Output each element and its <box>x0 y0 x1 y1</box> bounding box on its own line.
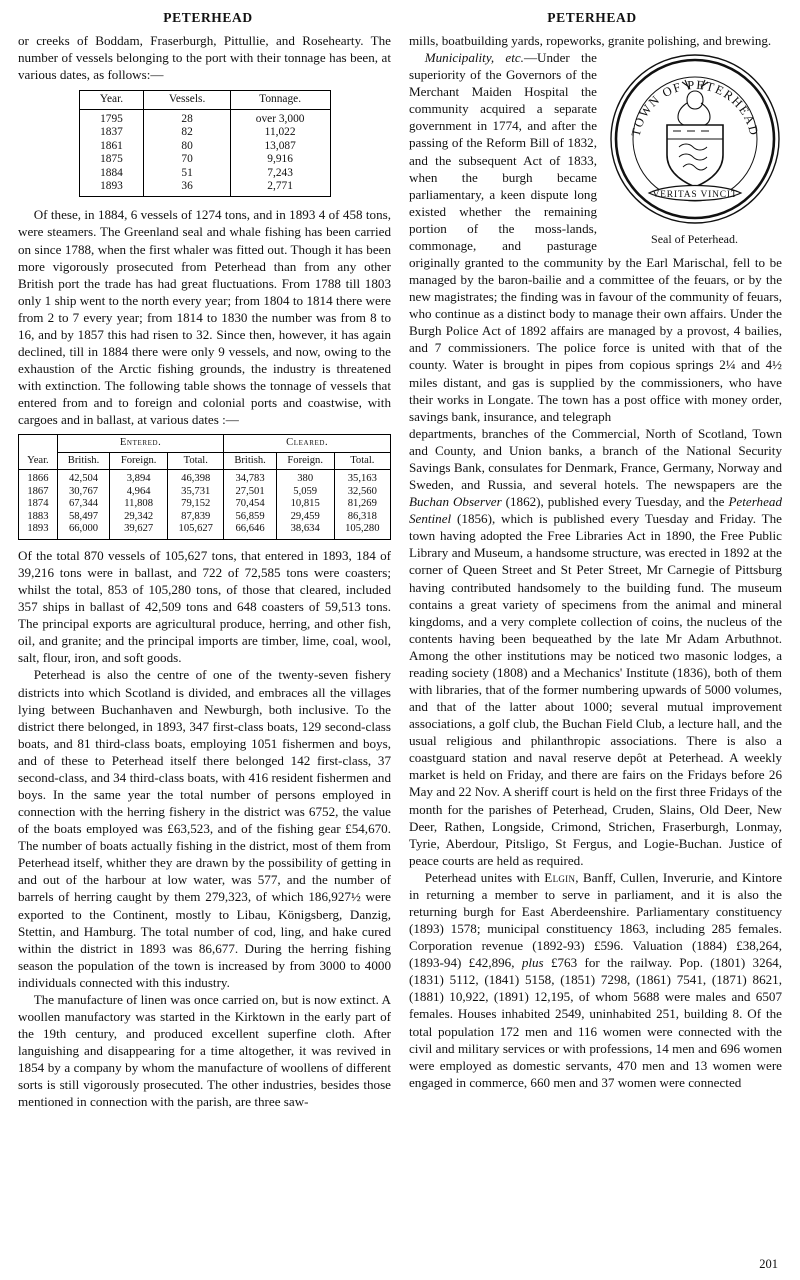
cell-year: 1893 <box>79 180 144 197</box>
cell-cleared-total: 105,280 <box>334 523 390 539</box>
table-row <box>19 470 391 486</box>
cell-cleared-foreign: 38,634 <box>276 523 334 539</box>
table-row <box>79 153 330 166</box>
municipality-heading: Municipality, etc. <box>424 50 524 66</box>
entered-cleared-table <box>18 434 391 540</box>
right-para-departments <box>409 425 782 869</box>
two-column-body <box>18 32 782 1111</box>
table-row <box>79 167 330 180</box>
departments-text-3: (1856), which is published every Tuesday and Friday. The town having adopted the Free Libraries Act in 1890, the Free Public Library and Museum, a handsome structure, was erected in 1892 at the corner of Queen Street and St Peter Street, Mr Carnegie of Pittsburg having contributed handsomely to the building fund. The museum contains a great variety of specimens from the animal and mineral kingdoms, and a very complete collection of coins, the nucleus of the contents having been bequeathed by the late Mr Adam Arbuthnot. Among the other institutions may be noticed two masonic lodges, a reading society (1808) and a Mechanics' Institute (1836), both of them with libraries, that of the former numbering upwards of 5000 volumes, and that of the latter about 1000; several mutual improvement associations, a golf club, the Buchan Field Club, a lecture hall, and the usual religious and philanthropic associations. There is also a coastguard station and naval reserve depôt at Peterhead. A weekly market is held on Friday, and there are fairs on the Fridays before 26 May and 22 Nov. A sheriff court is held on the first three Fridays of the month for the parishes of Peterhead, Cruden, Slains, Old Deer, New Deer, Rathen, Longside, Crimond, Strichen, Fraserburgh, Lonmay, Tyrie, Aberdour, Pitsligo, St Fergus, and Logie-Buchan. Justice of peace courts are held as required. <box>409 511 782 868</box>
table-row <box>19 511 391 524</box>
cell-entered-british: 30,767 <box>57 486 109 499</box>
cell-entered-foreign: 11,808 <box>110 498 168 511</box>
cell-year: 1866 <box>19 470 58 486</box>
newspaper-buchan-observer: Buchan Observer <box>409 494 502 510</box>
cell-entered-british: 67,344 <box>57 498 109 511</box>
table-row <box>19 498 391 511</box>
seal-figure <box>607 53 782 248</box>
tonnage-table <box>79 90 331 197</box>
running-heads <box>18 10 782 26</box>
col-header-vessels: Vessels. <box>144 91 230 109</box>
right-column <box>409 32 782 1091</box>
left-column <box>18 32 391 1111</box>
cell-year: 1884 <box>79 167 144 180</box>
departments-text-2: (1862), published every Tuesday, and the <box>501 494 729 510</box>
parliament-text-b: , Banff, Cullen, Inverurie, and Kintore in returning a member to serve in parliament, and it is also the returning burgh for East Aberdeenshire. Parliamentary constituency (1893) 1578; municipal constituency 1863, including 285 females. Corporation revenue (1892-93) £596. Valuation (1884) £38,264, (1893-94) £42,896, <box>409 869 783 971</box>
cell-cleared-british: 34,783 <box>224 470 276 486</box>
col-header-entered-british: British. <box>57 452 109 470</box>
cell-cleared-british: 70,454 <box>224 498 276 511</box>
cell-year: 1874 <box>19 498 58 511</box>
col-header-entered-total: Total. <box>168 452 224 470</box>
cell-cleared-foreign: 380 <box>276 470 334 486</box>
table-header-row <box>79 91 330 109</box>
svg-text:TOWN OF PETERHEAD: TOWN OF PETERHEAD <box>628 77 761 138</box>
col-header-year: Year. <box>79 91 144 109</box>
group-header-entered: Entered. <box>57 435 224 453</box>
plus-italic: plus <box>521 955 544 971</box>
cell-cleared-foreign: 5,059 <box>276 486 334 499</box>
cell-vessels: 51 <box>144 167 230 180</box>
cell-entered-total: 105,627 <box>168 523 224 539</box>
cell-year: 1867 <box>19 486 58 499</box>
col-header-cleared-total: Total. <box>334 452 390 470</box>
col-header-entered-foreign: Foreign. <box>110 452 168 470</box>
cell-entered-total: 35,731 <box>168 486 224 499</box>
cell-vessels: 82 <box>144 126 230 139</box>
cell-cleared-foreign: 10,815 <box>276 498 334 511</box>
cell-tonnage: 7,243 <box>230 167 330 180</box>
cell-entered-total: 87,839 <box>168 511 224 524</box>
cell-tonnage: over 3,000 <box>230 109 330 126</box>
cell-year: 1875 <box>79 153 144 166</box>
place-elgin: Elgin <box>544 869 576 885</box>
col-header-tonnage: Tonnage. <box>230 91 330 109</box>
cell-tonnage: 2,771 <box>230 180 330 197</box>
newspaper-peterhead-sentinel: Peterhead Sentinel <box>409 494 783 527</box>
cell-tonnage: 11,022 <box>230 126 330 139</box>
table-row <box>19 486 391 499</box>
cell-year: 1837 <box>79 126 144 139</box>
cell-cleared-british: 27,501 <box>224 486 276 499</box>
group-header-cleared: Cleared. <box>224 435 391 453</box>
cell-entered-total: 46,398 <box>168 470 224 486</box>
col-header-cleared-foreign: Foreign. <box>276 452 334 470</box>
cell-year: 1883 <box>19 511 58 524</box>
seal-caption: Seal of Peterhead. <box>651 232 738 247</box>
cell-cleared-total: 81,269 <box>334 498 390 511</box>
svg-text:VERITAS VINCIT: VERITAS VINCIT <box>652 190 737 201</box>
cell-cleared-british: 66,646 <box>224 523 276 539</box>
departments-text: departments, branches of the Commercial, North of Scotland, Town and County, and Union banks, a branch of the National Security Savings Bank, consulates for Denmark, France, Germany, Norway and Sweden, and Russia, and several hotels. The newspapers are the <box>409 425 782 493</box>
parliament-text-c: £763 for the railway. Pop. (1801) 3264, (1831) 5112, (1841) 5158, (1851) 7298, (1861) 7541, (1871) 8621, (1881) 10,922, (1891) 12,195, of whom 5688 were males and 6507 females. Houses inhabited 2549, uninhabited 251, building 8. Of the total population 172 men and 116 women were connected with the civil and military services or with professions, 14 men and 696 women were employed as domestic servants, 470 men and 13 women were engaged in commerce, 660 men and 37 women were connected <box>409 955 782 1090</box>
cell-year: 1893 <box>19 523 58 539</box>
right-para-parliament <box>409 869 782 1091</box>
municipality-text: —Under the superiority of the Governors of the Merchant Maiden Hospital the community acquired a separate government in 1774, and after the passing of the Reform Bill of 1832, and the subsequent Act of 1833, when the burgh became parliamentary, a keen dispute long existed whether the remaining portion of the moss-lands, commonage, and pasturage originally granted to the community by the Earl Marischal, fell to be managed by the baron-bailie and a committee of the feuars, or by the new magistrates; the finding was in favour of the community of feuars, who continue as a distinct body to manage their own affairs. Under the Burgh Police Act of 1892 affairs are managed by a provost, 4 bailies, and 7 commissioners. The police force is united with that of the county. Water is brought in pipes from copious springs 2¼ and 4½ miles distant, and gas is supplied by the commissioners, who have their works in Longate. The town has a post office with money order, savings bank, insurance, and telegraph <box>409 50 782 424</box>
left-para-4: Peterhead is also the centre of one of the twenty-seven fishery districts into which Scotland is divided, and embraces all the villages lying between Buchanhaven and Newburgh, both inclusive. To the district there belonged, in 1893, 347 first-class boats, 129 second-class boats, and 81 third-class boats, employing 1051 fishermen and boys, and of these to Peterhead itself there belonged 142 first-class, 37 second-class, and 34 third-class boats, with 416 resident fishermen and boys. In the same year the total number of persons employed in connection with the herring fishery in the district was 6752, the value of the boats employed was £63,523, and of the fishing gear £54,670. The number of boats actually fishing in the district, most of them from Peterhead itself, whither they are drawn by the possibility of getting in and out of the harbour at low water, was 577, and the number of barrels of herring caught by them 279,323, of which 186,927½ were exported to the Continent, mostly to Libau, Königsberg, Danzig, Stettin, and Hamburg. The total number of cod, ling, and hake cured within the district in 1893 was 86,677. During the herring fishing season the population of the town is increased by from 3000 to 4000 individuals connected with this industry. <box>18 667 391 990</box>
running-head-right: PETERHEAD <box>547 10 637 25</box>
left-para-1: or creeks of Boddam, Fraserburgh, Pittullie, and Rosehearty. The number of vessels belonging to the port with their tonnage has been, at various dates, as follows:— <box>18 33 391 83</box>
cell-cleared-foreign: 29,459 <box>276 511 334 524</box>
running-head-left: PETERHEAD <box>163 10 253 25</box>
table-row <box>79 140 330 153</box>
right-para-1: mills, boatbuilding yards, ropeworks, granite polishing, and brewing. <box>409 33 772 48</box>
page-number: 201 <box>759 1257 778 1271</box>
cell-entered-foreign: 29,342 <box>110 511 168 524</box>
cell-cleared-total: 32,560 <box>334 486 390 499</box>
left-para-3: Of the total 870 vessels of 105,627 tons, that entered in 1893, 184 of 39,216 tons were in ballast, and 722 of 72,585 tons were coasters; whilst the total, 853 of 105,280 tons, of those that cleared, included 357 ships in ballast of 42,509 tons and 648 coasters of 59,513 tons. The principal exports are agricultural produce, herring, and other fish, oil, and granite; and the principal imports are timber, lime, coal, wool, salt, flour, iron, and soft goods. <box>18 547 391 666</box>
cell-entered-british: 42,504 <box>57 470 109 486</box>
left-para-5: The manufacture of linen was once carried on, but is now extinct. A woollen manufactory was started in the Kirktown in the early part of the 19th century, and produced excellent superfine cloth. After languishing and disappearing for a time altogether, it was revived in 1854 by a company by whom the manufacture of woollens of different sorts is still vigorously prosecuted. The other industries, besides those mentioned in connection with the parish, are three saw- <box>18 991 391 1110</box>
table-row <box>79 109 330 126</box>
cell-entered-foreign: 4,964 <box>110 486 168 499</box>
cell-entered-foreign: 3,894 <box>110 470 168 486</box>
cell-tonnage: 13,087 <box>230 140 330 153</box>
col-header-year: Year. <box>19 452 58 470</box>
table-header-row <box>19 452 391 470</box>
cell-tonnage: 9,916 <box>230 153 330 166</box>
cell-entered-total: 79,152 <box>168 498 224 511</box>
col-header-cleared-british: British. <box>224 452 276 470</box>
left-para-2: Of these, in 1884, 6 vessels of 1274 tons, and in 1893 4 of 458 tons, were steamers. The Greenland seal and whale fishing has been carried on since 1788, when the first whaler was fitted out. Though it has been more vigorously prosecuted from Peterhead than from any other British port the trade has had great fluctuations. From 1788 till 1803 only 1 ship went to the north every year; from 1804 to 1814 there were from 2 to 7 every year; from 1814 to 1830 the number was from 8 to 16, and by 1857 this had risen to 32. Since then, however, it has again declined, till in 1884 there were only 9 vessels, and now, owing to the exhaustion of the Arctic fishing grounds, the industry is threatened with extinction. The following table shows the tonnage of vessels that entered from and to foreign and colonial ports and coastwise, with cargoes and in ballast, at various dates :— <box>18 207 391 428</box>
table-group-header-row <box>19 435 391 453</box>
cell-cleared-british: 56,859 <box>224 511 276 524</box>
table-row <box>19 523 391 539</box>
seal-of-peterhead-icon <box>609 53 781 225</box>
cell-vessels: 80 <box>144 140 230 153</box>
cell-cleared-total: 86,318 <box>334 511 390 524</box>
cell-cleared-total: 35,163 <box>334 470 390 486</box>
cell-entered-british: 58,497 <box>57 511 109 524</box>
cell-entered-british: 66,000 <box>57 523 109 539</box>
table-row <box>79 180 330 197</box>
cell-vessels: 70 <box>144 153 230 166</box>
cell-year: 1795 <box>79 109 144 126</box>
parliament-text-a: Peterhead unites with <box>424 869 545 885</box>
cell-vessels: 36 <box>144 180 230 197</box>
cell-vessels: 28 <box>144 109 230 126</box>
cell-entered-foreign: 39,627 <box>110 523 168 539</box>
cell-year: 1861 <box>79 140 144 153</box>
group-header-blank <box>19 435 58 453</box>
table-row <box>79 126 330 139</box>
